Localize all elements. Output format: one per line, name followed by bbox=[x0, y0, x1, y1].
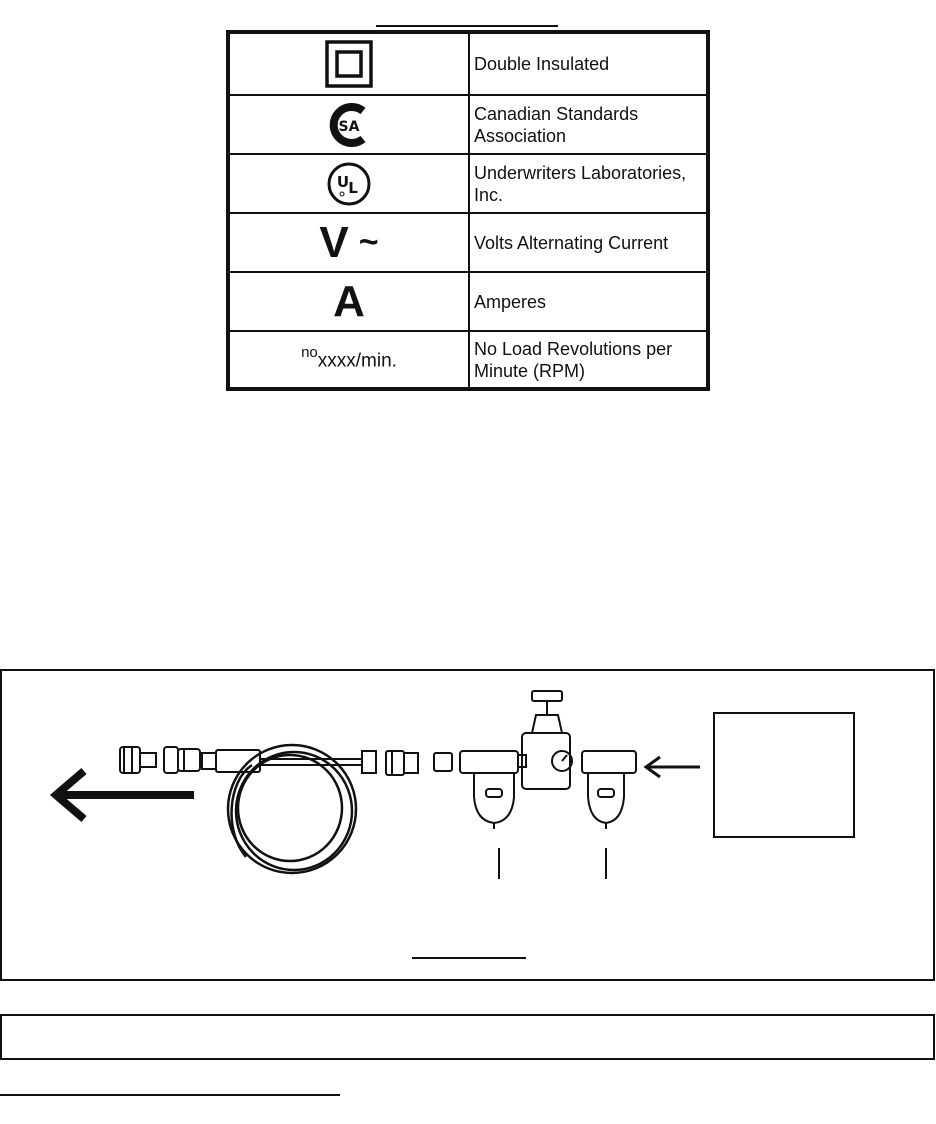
air-supply-diagram bbox=[0, 669, 935, 981]
volts-letter: V bbox=[319, 217, 349, 267]
csa-logo-icon bbox=[327, 103, 371, 147]
rpm-symbol bbox=[301, 346, 397, 372]
svg-text:L: L bbox=[348, 178, 358, 197]
plug-fitting-icon bbox=[120, 747, 156, 773]
table-row bbox=[230, 96, 706, 155]
amperes-letter: A bbox=[333, 276, 365, 326]
regulator-icon bbox=[518, 691, 572, 789]
svg-text:SA: SA bbox=[338, 118, 360, 135]
hose-fitting-icon bbox=[202, 750, 376, 773]
symbol-cell bbox=[230, 214, 470, 271]
symbol-table bbox=[226, 30, 710, 391]
coupler-icon bbox=[164, 747, 200, 773]
ul-logo-icon bbox=[326, 161, 372, 207]
symbol-cell bbox=[230, 155, 470, 212]
symbol-cell bbox=[230, 332, 470, 387]
description-cell: Canadian Standards Association bbox=[474, 103, 639, 146]
description-cell: Underwriters Laboratories, Inc. bbox=[474, 162, 687, 205]
table-row bbox=[230, 332, 706, 387]
rpm-superscript: no bbox=[301, 344, 318, 362]
description-cell: Amperes bbox=[474, 291, 547, 312]
table-row bbox=[230, 214, 706, 273]
ac-tilde: ~ bbox=[358, 223, 379, 261]
section-underline bbox=[0, 1094, 340, 1096]
fitting-icon bbox=[386, 751, 452, 775]
svg-text:U: U bbox=[336, 172, 350, 191]
symbol-cell bbox=[230, 96, 470, 153]
lubricator-icon bbox=[582, 751, 636, 879]
volts-ac-symbol bbox=[319, 217, 379, 267]
double-insulated-icon bbox=[325, 40, 373, 88]
notice-box bbox=[0, 1014, 935, 1060]
arrow-in-icon bbox=[646, 757, 700, 777]
table-row bbox=[230, 34, 706, 96]
symbol-cell bbox=[230, 34, 470, 94]
rpm-text: xxxx/min. bbox=[317, 350, 397, 372]
filter-icon bbox=[460, 751, 518, 879]
description-cell: Volts Alternating Current bbox=[474, 232, 669, 253]
compressor-box-icon bbox=[714, 713, 854, 837]
symbol-cell bbox=[230, 273, 470, 330]
table-row bbox=[230, 273, 706, 332]
table-row bbox=[230, 155, 706, 214]
description-cell: Double Insulated bbox=[474, 54, 610, 74]
diagram-illustration bbox=[2, 671, 933, 979]
description-cell: No Load Revolutions per Minute (RPM) bbox=[474, 338, 673, 381]
arrow-left-icon bbox=[56, 771, 194, 819]
title-underline bbox=[376, 25, 558, 27]
